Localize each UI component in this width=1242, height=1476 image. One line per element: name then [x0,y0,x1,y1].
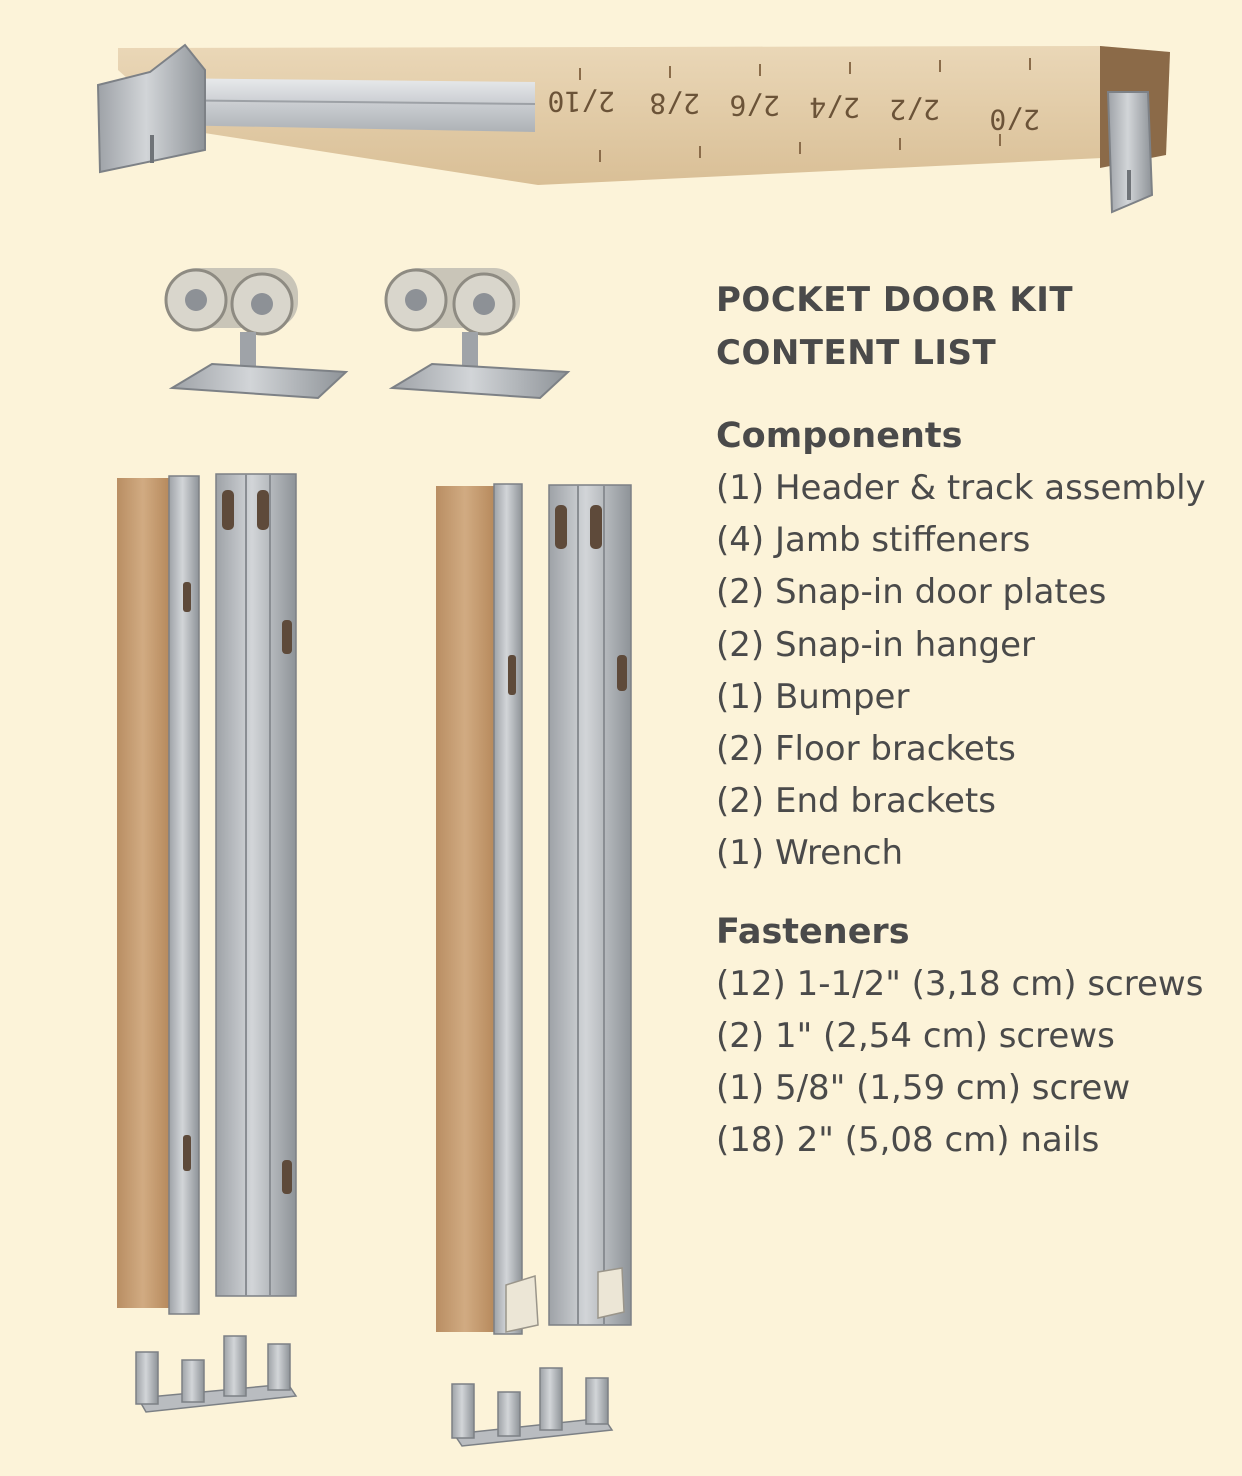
components-heading: Components [716,416,963,456]
page-title-line-2: CONTENT LIST [716,333,997,373]
content-list-panel [716,274,1226,1166]
fastener-item: (18) 2" (5,08 cm) nails [716,1120,1100,1161]
fasteners-heading: Fasteners [716,911,910,952]
component-item: (2) End brackets [716,781,996,822]
page-title-line-1: POCKET DOOR KIT [716,280,1074,320]
jamb-stiffener [436,484,538,1334]
component-item: (4) Jamb stiffeners [716,520,1031,561]
component-item: (2) Snap-in door plates [716,572,1107,613]
ruler-mark: 2/2 [889,93,940,126]
ruler-mark: 2/0 [989,103,1040,136]
floor-bracket [136,1336,296,1412]
fastener-item: (2) 1" (2,54 cm) screws [716,1015,1115,1056]
jamb-stiffener [549,485,631,1325]
jamb-stiffener [117,476,199,1314]
ruler-mark: 2/6 [729,89,780,122]
snap-in-hanger [386,268,568,398]
component-item: (1) Bumper [716,676,910,717]
component-item: (2) Floor brackets [716,729,1016,770]
header-track-assembly [98,45,1170,212]
component-item: (1) Header & track assembly [716,468,1206,508]
snap-in-hanger [166,268,346,398]
fastener-item: (12) 1-1/2" (3,18 cm) screws [716,963,1204,1004]
ruler-mark: 2/10 [547,85,615,118]
jamb-stiffener [216,474,296,1296]
floor-bracket [452,1368,612,1446]
ruler-mark: 2/8 [649,87,700,120]
component-item: (1) Wrench [716,833,903,874]
component-item: (2) Snap-in hanger [716,624,1035,665]
ruler-mark: 2/4 [809,91,860,124]
fastener-item: (1) 5/8" (1,59 cm) screw [716,1068,1131,1109]
